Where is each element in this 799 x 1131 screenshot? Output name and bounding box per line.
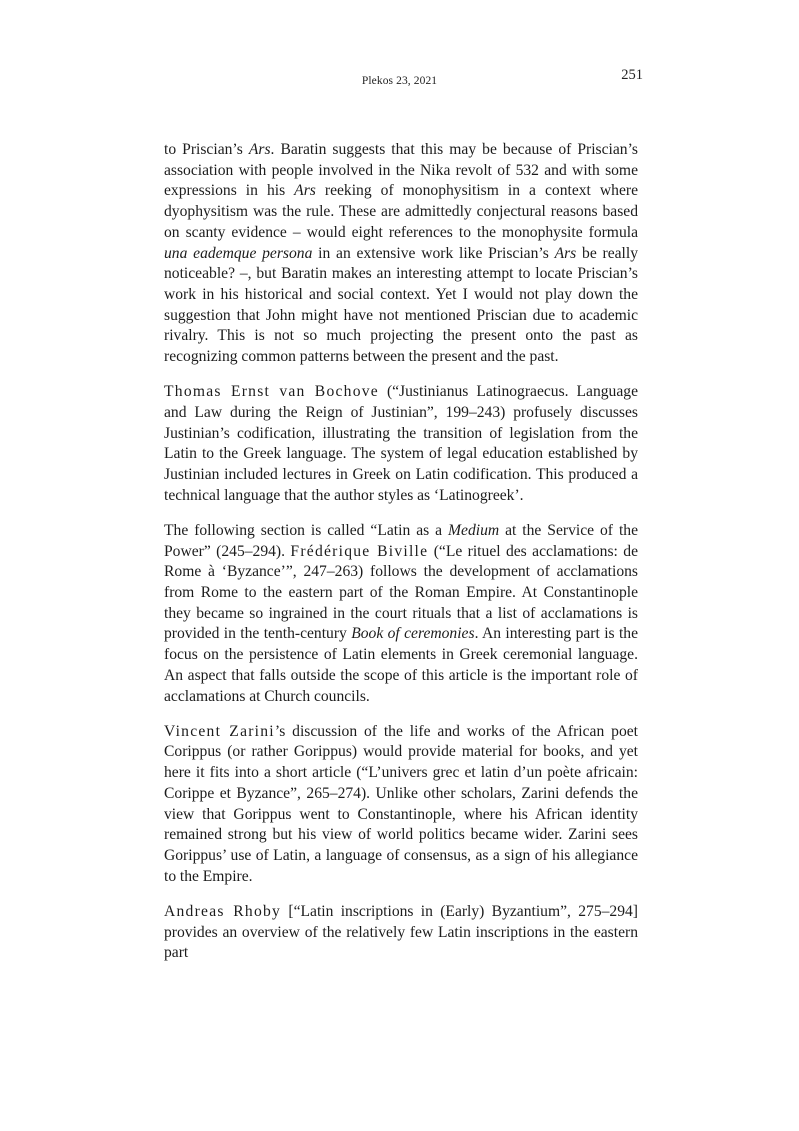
text-run: ’s discussion of the life and works of the African poet Corippus (or rather Gorippus) would provide material for books, and yet here it fits into a short article (“L’univers grec et latin d’un poète africain: Corippe et Byzance”, 265–274). Unlike other scholars, Zarini defends the view that Gorippus went to Constantinople, where his African identity remained strong but his view of world politics became wider. Zarini sees Gorippus’ use of Latin, a language of consensus, as a sign of his allegiance to the Empire. — [164, 722, 638, 885]
text-run: reeking of monophysitism in a context where dyophysitism was the rule. These are admittedly conjectural reasons based on scanty evidence – would eight references to the monophysite formula — [164, 182, 638, 241]
page-number: 251 — [621, 67, 643, 83]
para-zarini — [164, 722, 638, 888]
author-name: Andreas Rhoby — [164, 902, 282, 920]
text-run: . An interesting part is the focus on the persistence of Latin elements in Greek ceremonial language. An aspect that falls outside the scope of this article is the important role of acclamations at Church councils. — [164, 625, 639, 705]
text-run: to Priscian’s — [164, 141, 249, 158]
para-rhoby — [164, 902, 638, 964]
italic-title: Ars — [248, 141, 271, 158]
text-run: (“Justinianus Latinograecus. Language and Law during the Reign of Justinian”, 199–243) profusely discusses Justinian’s codification, illustrating the transition of legislation from the Latin to the Greek language. The system of legal education established by Justinian included lectures in Greek on Latin codification. This produced a technical language that the author styles as ‘Latinogreek’. — [164, 383, 638, 504]
text-run: . Baratin suggests that this may be because of Priscian’s association with people involved in the Nika revolt of 532 and with some expressions in his — [164, 141, 638, 200]
para-biville — [164, 521, 638, 707]
author-name: Vincent Zarini — [164, 722, 275, 740]
running-head — [0, 67, 799, 90]
text-run: in an extensive work like Priscian’s — [312, 244, 555, 262]
text-run: (“Le rituel des acclamations: de Rome à ‘Byzance’”, 247–263) follows the development of acclamations from Rome to the eastern part of the Roman Empire. At Constantinople they became so ingrained in the court rituals that a list of acclamations is provided in the tenth-century — [164, 542, 638, 643]
author-name: Thomas Ernst van Bochove — [164, 383, 379, 401]
italic-title: Book of ceremonies — [351, 625, 475, 643]
para-priscian-baratin — [164, 140, 638, 368]
text-run: be really noticeable? –, but Baratin makes an interesting attempt to locate Priscian’s work in his historical and social context. Yet I would not play down the suggestion that John might have not mentioned Priscian due to academic rivalry. This is not so much projecting the present onto the past as recognizing common patterns between the present and the past. — [164, 244, 638, 366]
para-van-bochove — [164, 382, 638, 506]
italic-title: Medium — [448, 521, 500, 539]
italic-title: Ars — [554, 244, 577, 262]
journal-header: Plekos 23, 2021 — [361, 75, 438, 87]
author-name: Frédérique Biville — [290, 542, 429, 560]
italic-title: una eademque persona — [164, 244, 313, 262]
body-text-column — [164, 140, 638, 964]
text-run: [“Latin inscriptions in (Early) Byzantium”, 275–294] provides an overview of the relatively few Latin inscriptions in the eastern part — [164, 902, 638, 962]
text-run: at the Service of the Power” (245–294). — [164, 521, 638, 560]
italic-title: Ars — [294, 182, 316, 200]
text-run: The following section is called “Latin as a — [164, 521, 449, 539]
